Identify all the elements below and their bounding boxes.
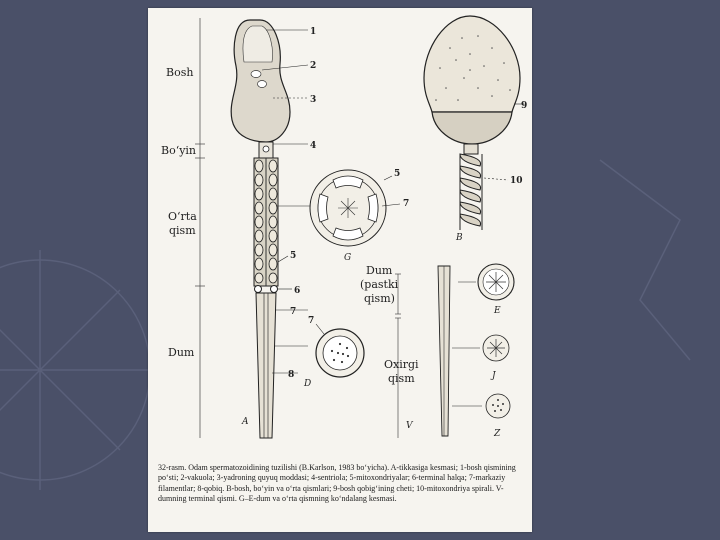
panel-letter-v: V (406, 421, 413, 431)
number-6: 6 (294, 286, 301, 296)
compass-lines-decoration (0, 250, 160, 490)
number-5-b: 5 (394, 169, 401, 179)
label-boyin: Bo‘yin (161, 144, 197, 157)
label-orta-line2: qism (169, 224, 196, 237)
d-inner-circle (323, 336, 357, 370)
number-5-a: 5 (290, 251, 297, 261)
panel-letter-j: J (492, 371, 496, 381)
panel-letter-b: B (456, 233, 463, 243)
number-8: 8 (288, 370, 295, 380)
panel-letter-z: Z (494, 429, 501, 439)
number-4: 4 (310, 141, 317, 151)
number-9: 9 (521, 101, 528, 111)
centriole (263, 146, 269, 152)
label-bosh: Bosh (166, 66, 194, 79)
panel-v-terminal-tail (395, 266, 482, 438)
terminal-ring-left (255, 286, 262, 293)
terminal-ring-right (271, 286, 278, 293)
vacuole-2 (258, 81, 267, 88)
panel-d-cross-section (316, 324, 364, 377)
label-dum: Dum (168, 346, 195, 359)
vacuole-1 (251, 71, 261, 78)
figure-caption: 32-rasm. Odam spermatozoidining tuzilishi (B.Karlson, 1983 bo‘yicha). A-tikkasiga kesmasi; 1-bosh qismining po‘sti; 2-vakuola; 3-yadroning quyuq moddasi; 4-sentriola; 5-mitoxondriyalar; 6-terminal halqa; 7-markaziy filamentlar; 8-qobiq. B-bosh, bo‘yin va o‘rta qismlari; 9-bosh qobig‘ining cheti; 10-mitoxondriya spirali. V-dumning terminal qismi. G–E-dum va o‘rta qismning ko‘ndalang kesmasi. (158, 463, 516, 503)
number-1: 1 (310, 27, 317, 37)
b-head-lower (432, 112, 512, 144)
label-orta-line1: O‘rta (168, 210, 197, 223)
label-oxirgi-line1: Oxirgi (384, 358, 419, 371)
number-7-a: 7 (290, 307, 297, 317)
label-dum-pastki-line2: (pastki (360, 278, 399, 291)
b-head-upper (424, 16, 520, 112)
b-neck (464, 144, 478, 154)
panel-e-cross-section (478, 264, 514, 300)
sperm-diagram (148, 8, 532, 463)
label-oxirgi-line2: qism (388, 372, 415, 385)
panel-j-cross-section (483, 335, 509, 361)
right-sketch-decoration (600, 160, 690, 360)
figure-card (148, 8, 532, 532)
label-dum-pastki-line3: qism) (364, 292, 395, 305)
number-7-c: 7 (308, 316, 315, 326)
number-10: 10 (510, 176, 523, 186)
panel-letter-e: E (494, 306, 501, 316)
number-3: 3 (310, 95, 317, 105)
panel-z-cross-section (486, 394, 510, 418)
g-central-filaments (338, 198, 358, 218)
label-dum-pastki-line1: Dum (366, 264, 393, 277)
tail-principal (256, 293, 276, 438)
panel-g-cross-section (310, 170, 400, 246)
panel-a-longitudinal-section (231, 20, 290, 438)
number-2: 2 (310, 61, 317, 71)
panel-b-external-view (424, 16, 524, 230)
panel-letter-g: G (344, 253, 352, 263)
panel-letter-a: A (242, 417, 249, 427)
panel-letter-d: D (304, 379, 312, 389)
number-7-b: 7 (403, 199, 410, 209)
b-mitochondrial-spiral (460, 154, 481, 226)
